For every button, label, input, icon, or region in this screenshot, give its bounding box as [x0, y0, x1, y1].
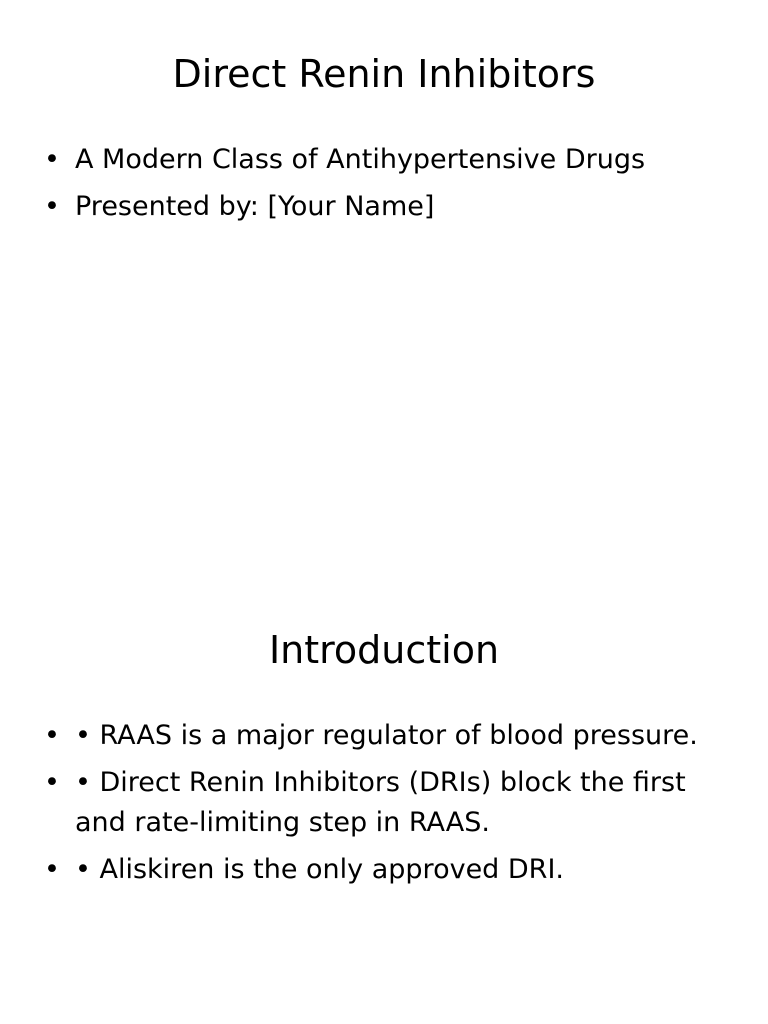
- bullet-icon: •: [44, 144, 60, 175]
- list-item: [44, 187, 724, 227]
- bullet-list: [44, 716, 724, 897]
- bullet-text: A Modern Class of Antihypertensive Drugs: [75, 144, 646, 175]
- bullet-text: Presented by: [Your Name]: [75, 191, 435, 222]
- bullet-icon: •: [44, 767, 60, 798]
- bullet-icon: •: [44, 854, 60, 885]
- list-item: [44, 763, 724, 843]
- list-item: [44, 716, 724, 756]
- bullet-list: [44, 140, 724, 234]
- bullet-text: • Aliskiren is the only approved DRI.: [75, 854, 564, 885]
- slide-title: Direct Renin Inhibitors: [172, 52, 596, 96]
- bullet-icon: •: [44, 191, 60, 222]
- bullet-icon: •: [44, 720, 60, 751]
- bullet-text: • Direct Renin Inhibitors (DRIs) block the first and rate-limiting step in RAAS.: [75, 767, 686, 838]
- slide-title: Introduction: [268, 628, 500, 672]
- slide-introduction: [0, 576, 768, 1024]
- list-item: [44, 140, 724, 180]
- list-item: [44, 850, 724, 890]
- bullet-text: • RAAS is a major regulator of blood pressure.: [75, 720, 698, 751]
